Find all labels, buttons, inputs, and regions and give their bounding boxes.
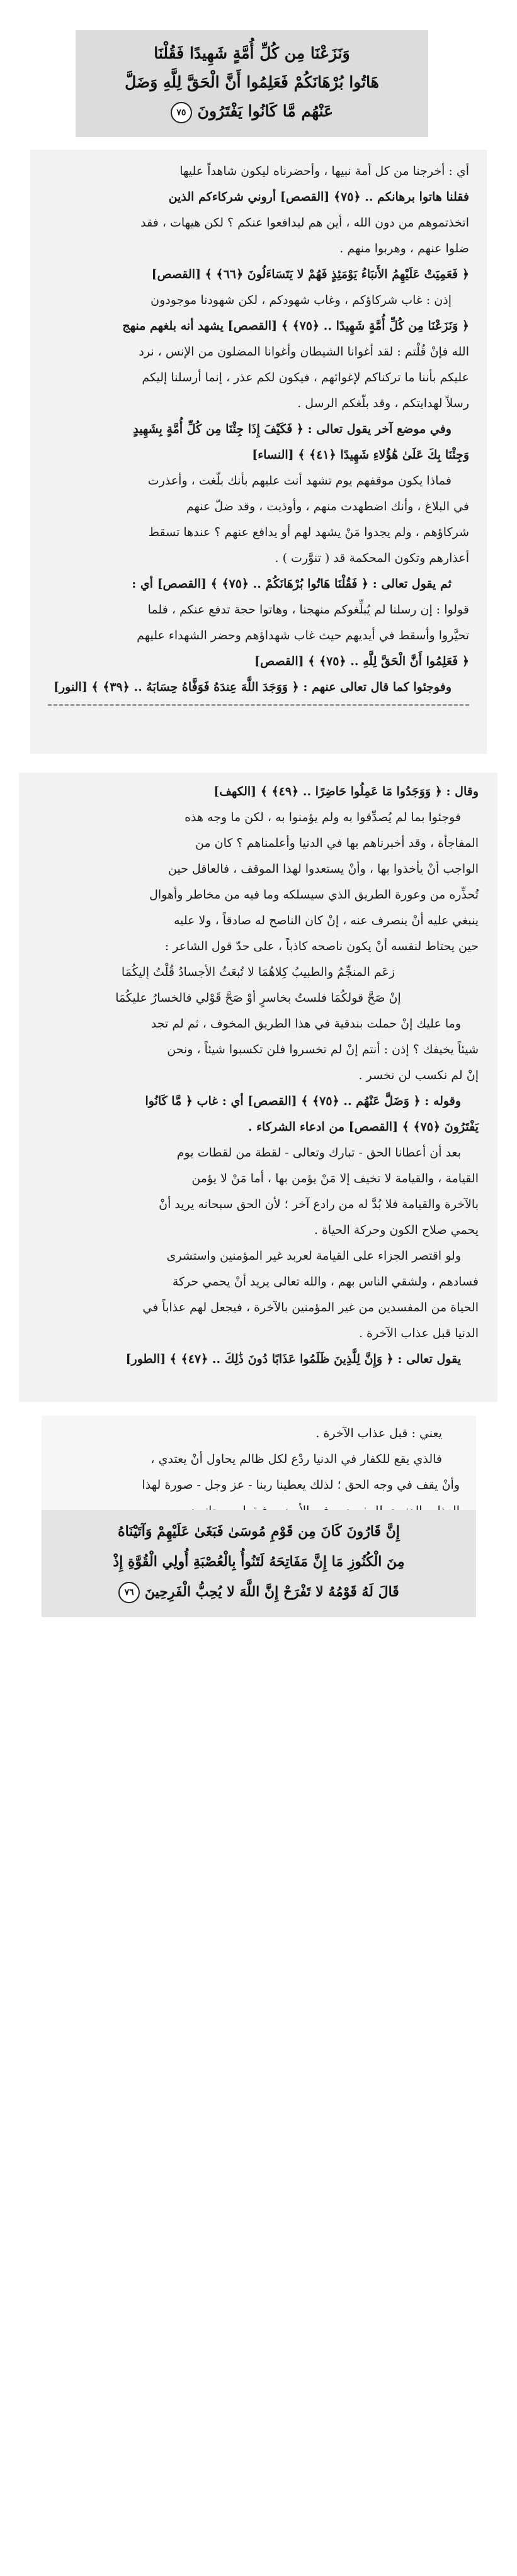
verse-line: مِنَ الْكُنُوزِ مَا إِنَّ مَفَاتِحَهُ لَتَنُوأُ بِالْعُصْبَةِ أُولِي الْقُوَّةِ إِذْ <box>113 1554 405 1570</box>
paragraph-line: شركاؤهم ، ولم يجدوا مَنْ يشهد لهم أو يدافع عنهم ؟ عندها تسقط <box>148 525 469 539</box>
quran-quote: وقال : ﴿ وَوَجَدُوا مَا عَمِلُوا حَاضِرًا .. ﴿٤٩﴾ ﴾ [الكهف] <box>213 785 479 798</box>
quran-quote: وَجِئْنَا بِكَ عَلَىٰ هَٰؤُلاءِ شَهِيدًا ﴿٤١﴾ ﴾ [النساء] <box>252 448 469 462</box>
ayah-number: ٧٥ <box>171 102 192 123</box>
paragraph-line: ضلوا عنهم ، وهربوا منهم . <box>339 242 469 255</box>
verse-header-box <box>76 30 428 137</box>
paragraph-line: وما عليك إنْ حملت بندقية في هذا الطريق المخوف ، ثم لم تجد <box>151 1017 461 1031</box>
poem-verse: إنْ صَحَّ قولكُمَا فلستُ بخاسرٍ أوْ صَحَّ قَوْلي فالخسارُ عليكُمَا <box>115 991 401 1005</box>
quran-quote: ﴿ وَنَزَعْنَا مِن كُلِّ أُمَّةٍ شَهِيدًا .. ﴿٧٥﴾ ﴾ [القصص] يشهد أنه بلغهم منهج <box>122 319 469 333</box>
verse-line: هَاتُوا بُرْهَانَكُمْ فَعَلِمُوا أَنَّ الْحَقَّ لِلَّهِ وَضَلَّ <box>125 73 379 91</box>
verse-line-text: عَنْهُم مَّا كَانُوا يَفْتَرُونَ <box>197 102 334 120</box>
page-divider <box>48 704 469 706</box>
paragraph-line: يحمي صلاح الكون وحركة الحياة . <box>314 1223 479 1237</box>
paragraph-line: ينبغي عليه أنْ ينصرف عنه ، إنْ كان الناصح له صادقاً ، ولا عليه <box>173 914 479 927</box>
quran-quote: يقول تعالى : ﴿ وَإِنَّ لِلَّذِينَ ظَلَمُوا عَذَابًا دُونَ ذَٰلِكَ .. ﴿٤٧﴾ ﴾ [الطور] <box>125 1352 461 1366</box>
verse-line: إِنَّ قَارُونَ كَانَ مِن قَوْمِ مُوسَىٰ فَبَغَىٰ عَلَيْهِمْ وَآتَيْنَاهُ <box>118 1523 400 1540</box>
paragraph-line: بعد أن أعطانا الحق - تبارك وتعالى - لقطة من لقطات يوم <box>176 1146 461 1160</box>
paragraph-line: عليكم بأننا ما تركناكم لإغوائهم ، فيكون لكم عذر ، إنما أرسلنا إليكم <box>142 371 469 384</box>
paragraph-line: فقلنا هاتوا برهانكم .. ﴿٧٥﴾ [القصص] أروني شركاءكم الذين <box>168 190 469 204</box>
paragraph-line: شيئاً يخيفك ؟ إذن : أنتم إنْ لم تخسروا فلن تكسبوا شيئاً ، ونحن <box>167 1043 479 1056</box>
verse-line-text: قَالَ لَهُ قَوْمُهُ لا تَفْرَحْ إِنَّ اللَّهَ لا يُحِبُّ الْفَرِحِينَ <box>144 1584 399 1600</box>
quran-quote: وفوجئوا كما قال تعالى عنهم : ﴿ وَوَجَدَ اللَّهَ عِندَهُ فَوَفَّاهُ حِسَابَهُ .. ﴿٣٩﴾ ﴾ [النور] <box>54 680 452 694</box>
quran-quote: ﴿ فَعَلِمُوا أَنَّ الْحَقَّ لِلَّهِ .. ﴿٧٥﴾ ﴾ [القصص] <box>254 654 469 668</box>
paragraph-line: أي : أخرجنا من كل أمة نبيها ، وأحضرناه ليكون شاهداً عليها <box>179 164 469 178</box>
paragraph-line: الحياة من المفسدين من غير المؤمنين بالآخرة ، فيجعل لهم عذاباً في <box>142 1301 479 1314</box>
ayah-number: ٧٦ <box>118 1582 140 1603</box>
paragraph-line: المفاجأة ، وقد أخبرناهم بها في الدنيا وأعلمناهم ؟ كان من <box>195 836 479 850</box>
verse-line: وَنَزَعْنَا مِن كُلِّ أُمَّةٍ شَهِيدًا فَقُلْنَا <box>154 44 350 62</box>
verse-line <box>87 97 417 126</box>
paragraph-line: يعني : قبل عذاب الآخرة . <box>315 1426 442 1440</box>
paragraph-line: إنْ لم نكسب لن نخسر . <box>358 1068 479 1082</box>
paragraph-line: وأنْ يقف في وجه الحق ؛ لذلك يعطينا ربنا - عز وجل - صورة لهذا <box>142 1478 460 1492</box>
quran-quote: يَفْتَرُونَ ﴿٧٥﴾ ﴾ [القصص] من ادعاء الشركاء . <box>247 1120 479 1134</box>
paragraph-line: الله فإنْ قُلْتم : لقد أغوانا الشيطان وأغوانا المضلون من الإنس ، نرد <box>139 345 469 359</box>
quran-quote: ﴿ فَعَمِيَتْ عَلَيْهِمُ الأَنبَاءُ يَوْمَئِذٍ فَهُمْ لا يَتَسَاءَلُونَ ﴿٦٦﴾ ﴾ [القصص] <box>151 267 469 281</box>
paragraph-line: حين يحتاط لنفسه أنْ يكون ناصحه كاذباً ، على حدّ قول الشاعر : <box>164 939 479 953</box>
paragraph-line: تحيَّروا وأسقط في أيديهم حيث غاب شهداؤهم وحضر الشهداء عليهم <box>137 629 469 642</box>
verse-line <box>52 1577 466 1607</box>
quran-quote: وفي موضع آخر يقول تعالى : ﴿ فَكَيْفَ إِذَا جِئْنَا مِن كُلِّ أُمَّةٍ بِشَهِيدٍ <box>133 422 452 436</box>
paragraph-line: فوجئوا بما لم يُصدِّقوا به ولم يؤمنوا به ، لكن ما وجه هذه <box>185 810 461 824</box>
paragraph-line: اتخذتموهم من دون الله ، أين هم ليدافعوا عنكم ؟ لكن هيهات ، فقد <box>140 216 469 230</box>
paragraph-line: فالذي يقع للكفار في الدنيا ردْع لكل ظالم يحاول أنْ يعتدي ، <box>151 1452 442 1466</box>
paragraph-line: بالآخرة والقيامة فلا بُدَّ له من رادع آخر ؛ لأن الحق سبحانه يريد أنْ <box>159 1197 479 1211</box>
paragraph-line: أعذارهم وتكون المحكمة قد ( تنوَّرت ) . <box>275 551 469 565</box>
paragraph-line: فماذا يكون موقفهم يوم تشهد أنت عليهم بأنك بلّغت ، وأعذرت <box>147 474 452 488</box>
quran-quote: وقوله : ﴿ وَضَلَّ عَنْهُم .. ﴿٧٥﴾ ﴾ [القصص] أي : غاب ﴿ مَّا كَانُوا <box>145 1094 461 1108</box>
paragraph-line: رسلاً لهدايتكم ، وقد بلّغكم الرسل . <box>297 396 469 410</box>
verse-footer-box <box>42 1510 476 1617</box>
paragraph-line: قولوا : إن رسلنا لم يُبلِّغوكم منهجنا ، وهاتوا حجة تدفع عنكم ، فلما <box>147 603 469 617</box>
quran-quote: ثم يقول تعالى : ﴿ فَقُلْنَا هَاتُوا بُرْهَانَكُمْ .. ﴿٧٥﴾ ﴾ [القصص] أي : <box>132 577 452 591</box>
paragraph-line: الواجب أنْ يأخذوا بها ، وأنْ يستعدوا لهذا الموقف ، فالعاقل حين <box>168 862 479 876</box>
paragraph-line: إذن : غاب شركاؤكم ، وغاب شهودكم ، لكن شهودنا موجودون <box>151 293 452 307</box>
text-block-1 <box>30 150 487 754</box>
paragraph-line: تُحذِّره من وعورة الطريق الذي سيسلكه وما فيه من مخاطر وأهوال <box>149 888 479 902</box>
paragraph-line: في البلاغ ، وأنك اضطهدت منهم ، وأوذيت ، وقد ضلّ عنهم <box>186 500 469 513</box>
paragraph-line: فسادهم ، ولشقي الناس بهم ، والله تعالى يريد أنْ يحمي حركة <box>172 1275 479 1289</box>
text-block-2 <box>19 773 497 1402</box>
paragraph-line: الدنيا قبل عذاب الآخرة . <box>358 1326 479 1340</box>
paragraph-line: ولو اقتصر الجزاء على القيامة لعربد غير المؤمنين واستشرى <box>166 1249 461 1263</box>
paragraph-line: القيامة ، والقيامة لا تخيف إلا مَنْ يؤمن بها ، أما مَنْ لا يؤمن <box>191 1172 479 1185</box>
poem-verse: زعَم المنجِّمُ والطبيبُ كِلاهُمَا لا تُبعَثُ الأجسادُ قُلْتُ إليكُمَا <box>121 965 395 979</box>
